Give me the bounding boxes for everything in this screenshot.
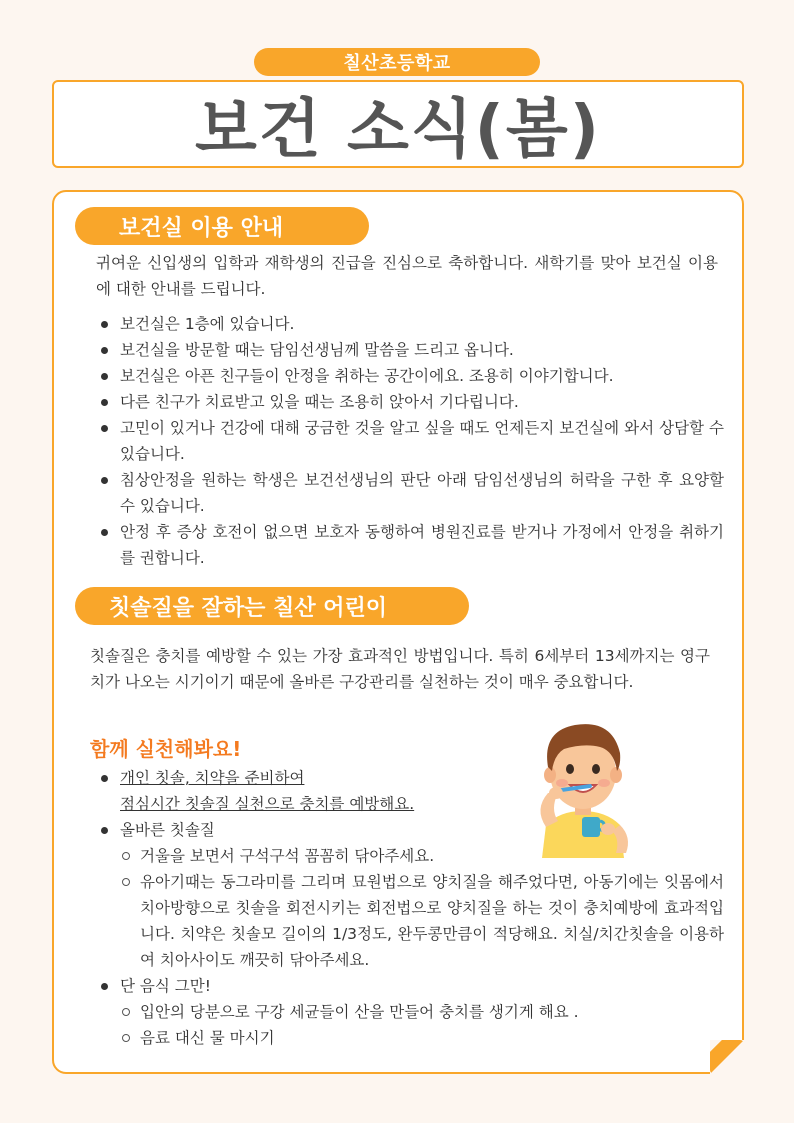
correct-brushing-sublist	[120, 843, 724, 973]
list-item: 침상안정을 원하는 학생은 보건선생님의 판단 아래 담임선생님의 허락을 구한 후 요양할 수 있습니다.	[92, 467, 724, 519]
prepare-toothbrush-line: 개인 칫솔, 치약을 준비하여	[120, 769, 305, 787]
sub-list-item: 거울을 보면서 구석구석 꼼꼼히 닦아주세요.	[120, 843, 724, 869]
boy-brushing-teeth-icon	[520, 713, 645, 858]
list-item: 안정 후 증상 호전이 없으면 보호자 동행하여 병원진료를 받거나 가정에서 안정을 취하기를 권합니다.	[92, 519, 724, 571]
correct-brushing-label: 올바른 칫솔질	[120, 821, 215, 839]
stop-sweets-sublist	[120, 999, 724, 1051]
list-item	[92, 973, 724, 1051]
title-box	[52, 80, 744, 168]
page-title: 보건 소식(봄)	[195, 93, 601, 167]
list-item: 보건실은 아픈 친구들이 안정을 취하는 공간이에요. 조용히 이야기합니다.	[92, 363, 724, 389]
school-name-badge	[254, 48, 540, 76]
list-item: 보건실은 1층에 있습니다.	[92, 311, 724, 337]
lunch-brushing-line: 점심시간 칫솔질 실천으로 충치를 예방해요.	[120, 795, 415, 813]
practice-subheading: 함께 실천해봐요!	[90, 737, 242, 761]
list-item: 다른 친구가 치료받고 있을 때는 조용히 앉아서 기다립니다.	[92, 389, 724, 415]
school-name: 칠산초등학교	[343, 53, 451, 74]
section1-heading: 보건실 이용 안내	[119, 215, 284, 241]
section1-intro: 귀여운 신입생의 입학과 재학생의 진급을 진심으로 축하합니다. 새학기를 맞아 보건실 이용에 대한 안내를 드립니다.	[96, 254, 718, 298]
section-heading-health-room	[75, 207, 369, 245]
sub-list-item: 음료 대신 물 마시기	[120, 1025, 724, 1051]
stop-sweets-label: 단 음식 그만!	[120, 977, 211, 995]
sub-list-item: 입안의 당분으로 구강 세균들이 산을 만들어 충치를 생기게 해요 .	[120, 999, 724, 1025]
sub-list-item: 유아기때는 동그라미를 그리며 묘원법으로 양치질을 해주었다면, 아동기에는 잇몸에서 치아방향으로 칫솔을 회전시키는 회전법으로 양치질을 하는 것이 충치예방에 효과적입니다. 치약은 칫솔모 길이의 1/3정도, 완두콩만큼이 적당해요. 치실/치간칫솔을 이용하여 치아사이도 깨끗히 닦아주세요.	[120, 869, 724, 973]
section2-intro: 칫솔질은 충치를 예방할 수 있는 가장 효과적인 방법입니다. 특히 6세부터 13세까지는 영구치가 나오는 시기이기 때문에 올바른 구강관리를 실천하는 것이 매우 중요합니다.	[90, 647, 710, 691]
health-room-rules-list	[92, 311, 724, 571]
section-heading-tooth-brushing	[75, 587, 469, 625]
list-item: 보건실을 방문할 때는 담임선생님께 말씀을 드리고 옵니다.	[92, 337, 724, 363]
list-item: 고민이 있거나 건강에 대해 궁금한 것을 알고 싶을 때도 언제든지 보건실에 와서 상담할 수 있습니다.	[92, 415, 724, 467]
section2-heading: 칫솔질을 잘하는 칠산 어린이	[109, 595, 388, 621]
